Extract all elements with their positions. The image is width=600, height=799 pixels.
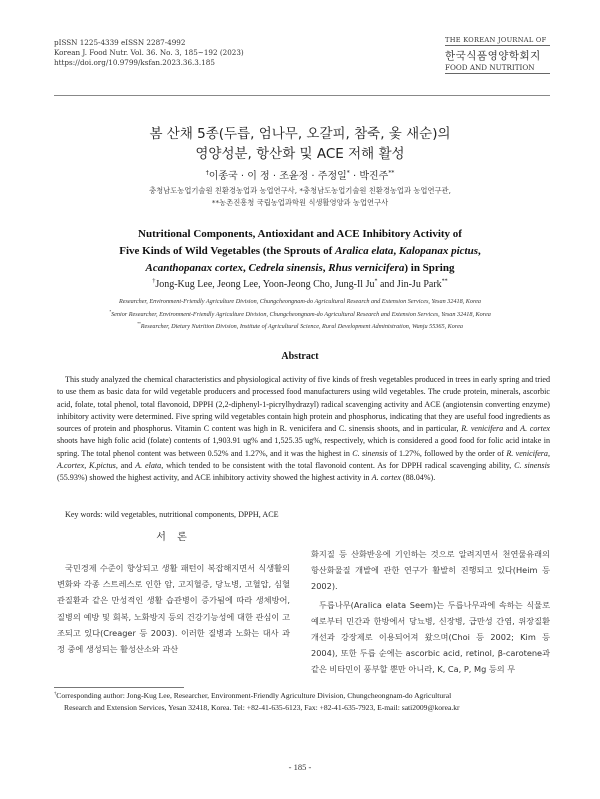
issn: pISSN 1225-4339 eISSN 2287-4992 xyxy=(54,38,186,47)
body-column-left xyxy=(57,560,290,657)
kr-affiliation-line2: **농촌진흥청 국립농업과학원 식생활영양과 농업연구사 xyxy=(211,198,389,207)
en-title-line2: Five Kinds of Wild Vegetables (the Sprouts of Aralica elata, Kalopanax pictus, xyxy=(119,245,481,257)
kr-author-2: 이 정 xyxy=(247,171,270,182)
journal-name-en-top: THE KOREAN JOURNAL OF xyxy=(445,36,550,46)
abstract-heading: Abstract xyxy=(281,351,319,362)
kr-author-1: 이종국 xyxy=(208,171,238,182)
paragraph: 국민경제 수준이 향상되고 생활 패턴이 복잡해지면서 식생활의 변화와 각종 스트레스로 인한 암, 고지혈증, 당뇨병, 고혈압, 심혈관질환과 같은 만성적인 생활 습관병이 증가됨에 따라 생체방어, 질병의 예방 및 회복, 노화방지 등의 건강기능성에 대한 관심이 고조되고 있다(Creager 등 2003). 이러한 질병과 노화는 대사 과정 중에 생성되는 활성산소와 과산 xyxy=(57,563,290,655)
kr-affiliation-line1: 충청남도농업기술원 친환경농업과 농업연구사, *충청남도농업기술원 친환경농업과 농업연구관, xyxy=(149,186,451,195)
korean-title xyxy=(0,124,600,164)
journal-logo xyxy=(445,36,550,74)
section-heading-introduction: 서 론 xyxy=(156,532,191,543)
header-divider xyxy=(54,95,550,96)
korean-authors: †이종국 · 이 정 · 조윤정 · 주정일* · 박진주** xyxy=(205,169,395,182)
citation: Korean J. Food Nutr. Vol. 36. No. 3, 185~192 (2023) xyxy=(54,48,244,57)
kr-author-5: 박진주 xyxy=(359,171,389,182)
page-number: - 185 - xyxy=(288,762,312,772)
body-column-right xyxy=(311,546,550,678)
korean-affiliations xyxy=(0,185,600,209)
paragraph: 두릅나무(Aralica elata Seem)는 두릅나무과에 속하는 식물로 예로부터 민간과 한방에서 당뇨병, 신장병, 급만성 간염, 위장질환 개선과 강장제로 이용되어져 왔으며(Choi 등 2002; Kim 등 2004), 또한 두릅 순에는 ascorbic acid, retinol, β-carotene과 같은 비타민이 풍부할 뿐만 아니라, K, Ca, P, Mg 등의 무 xyxy=(311,599,550,675)
keywords: Key words: wild vegetables, nutritional components, DPPH, ACE xyxy=(65,510,279,519)
english-title xyxy=(30,226,570,277)
english-authors: †Jong-Kug Lee, Jeong Lee, Yoon-Jeong Cho, Jung-Il Ju* and Jin-Ju Park** xyxy=(152,278,448,290)
en-affiliation-line1: Researcher, Environment-Friendly Agriculture Division, Chungcheongnam-do Agricultural Research and Extension Services, Yesan 32418, Korea xyxy=(118,298,482,305)
english-affiliations xyxy=(40,296,560,334)
en-affiliation-line3: **Researcher, Dietary Nutrition Division, Institute of Agricultural Science, Rural Development Administration, Wanju 55365, Korea xyxy=(137,321,463,330)
en-title-line3: Acanthopanax cortex, Cedrela sinensis, Rhus vernicifera) in Spring xyxy=(145,262,455,274)
footnote-divider xyxy=(54,687,184,688)
abstract-text: This study analyzed the chemical characteristics and physiological activity of five kinds of fresh vegetables produced in trees in early spring and tried to use them as basic data for wild vegetable producers and processed food manufacturers using wild vegetables. The crude protein, minerals, ascorbic acid, folate, total phenol, total flavonoid, DPPH (2,2-diphenyl-1-picrylhydrazyl) radical scavenging activity and ACE (angiotensin converting enzyme) inhibitory activity were determined. Five spring wild vegetables contain high protein and phosphorus, indicating that they are useful food ingredients as sources of protein and phosphorus. Vitamin C content was high in R. venicifera and C. sinensis shoots, and in particular, R. venicifera and A. cortex shoots have high folic acid (folate) contents of 1,903.91 ug% and 1,525.35 ug%, respectively, which is considered a good food for folic acid intake in spring. The total phenol content was between 0.52% and 1.27%, and it was the highest in C. sinensis of 1.27%, followed by the order of R. venicifera, A.cortex, K.pictus, and A. elata, which tended to be consistent with the total flavonoid content. As for DPPH radical scavenging ability, C. sinensis (55.93%) showed the highest activity, and ACE inhibitory activity showed the highest activity in A. cortex (88.04%). xyxy=(57,375,551,483)
kr-author-3: 조윤정 xyxy=(279,171,309,182)
en-title-line1: Nutritional Components, Antioxidant and ACE Inhibitory Activity of xyxy=(138,228,462,240)
paragraph: 화지질 등 산화반응에 기인하는 것으로 알려지면서 천연물유래의 항산화물질 개발에 관한 연구가 활발히 진행되고 있다(Heim 등 2002). xyxy=(311,549,550,592)
korean-title-line1: 봄 산채 5종(두릅, 엄나무, 오갈피, 참죽, 옻 새순)의 xyxy=(149,126,451,142)
doi-link[interactable]: https://doi.org/10.9799/ksfan.2023.36.3.185 xyxy=(54,58,215,67)
kr-author-4: 주정일 xyxy=(317,171,347,182)
korean-title-line2: 영양성분, 항산화 및 ACE 저해 활성 xyxy=(195,146,405,162)
journal-name-kr: 한국식품영양학회지 xyxy=(445,50,541,62)
en-affiliation-line2: *Senior Researcher, Environment-Friendly Agriculture Division, Chungcheongnam-do Agricultural Research and Extension Services, Yesan 32418, Korea xyxy=(109,309,491,318)
journal-info xyxy=(54,38,244,68)
journal-name-en-bottom: FOOD AND NUTRITION xyxy=(445,63,550,74)
corresponding-author-footnote: †Corresponding author: Jong-Kug Lee, Researcher, Environment-Friendly Agriculture Division, Chungcheongnam-do Agricultural Research and Extension Services, Yesan 32418, Korea. Tel: +82-41-635-6123, Fax: +82-41-635-7923, E-mail: sati2009@korea.kr xyxy=(54,690,460,712)
